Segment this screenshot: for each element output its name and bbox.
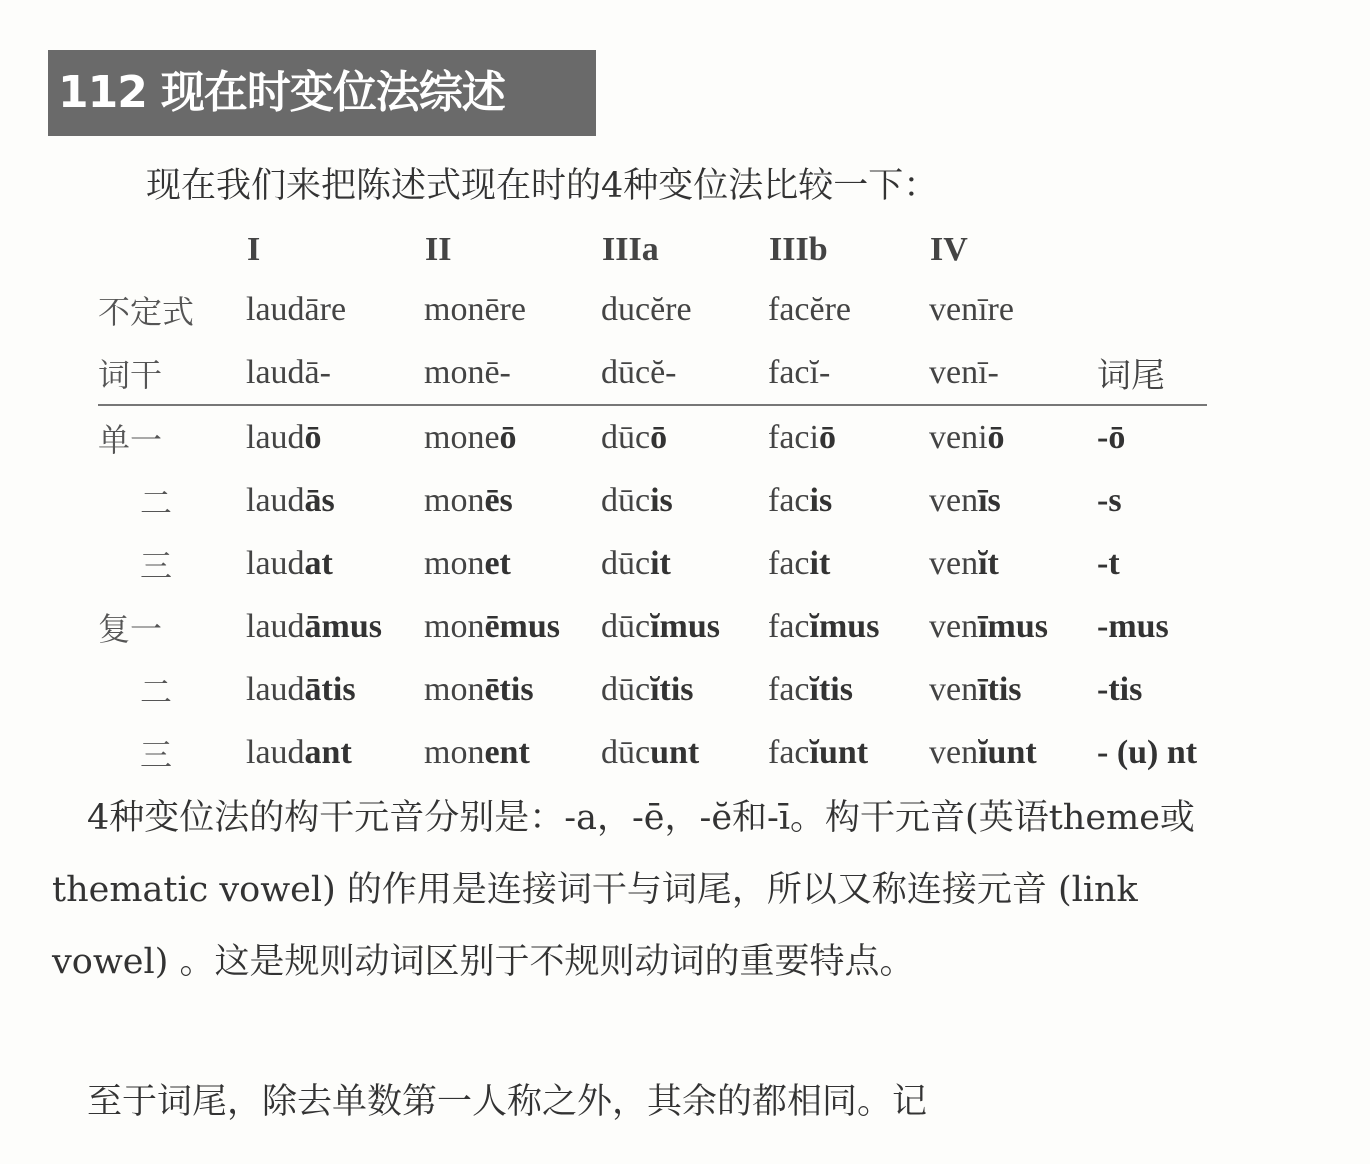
intro-text: 现在我们来把陈述式现在时的4种变位法比较一下： [146,166,939,206]
form-stem: laud [246,733,305,771]
form-cell [929,595,1097,658]
stem-cell: laudā- [246,341,424,405]
form-cell [601,532,768,595]
form-cell [929,532,1097,595]
form-stem: laud [246,544,305,582]
form-stem: laud [246,607,305,645]
form-cell [929,469,1097,532]
stem-cell: monē- [424,341,601,405]
form-ending: ent [484,733,530,771]
infinitive-cell: venīre [929,290,1014,328]
form-ending: ĭmus [650,607,721,645]
form-stem: mon [424,670,485,708]
ending-cell [1097,405,1207,469]
form-ending: āmus [304,607,383,645]
form-cell [929,721,1097,784]
form-cell [424,595,601,658]
form-ending: īmus [978,607,1049,645]
form-ending: at [304,544,333,582]
ending-text: -tis [1097,670,1143,708]
form-stem: laud [246,418,305,456]
ending-text: -ō [1097,418,1126,456]
form-ending: ō [987,418,1005,456]
header-row [98,222,1207,278]
table-row [98,721,1207,784]
infinitive-cell: monēre [424,290,526,328]
form-cell [601,595,768,658]
section-title: 现在时变位法综述 [160,67,505,118]
form-stem: ven [929,733,979,771]
form-ending: ĭtis [809,670,853,708]
ending-text: -t [1097,544,1120,582]
form-stem: dūc [601,544,651,582]
form-stem: dūc [601,733,651,771]
form-ending: ētis [484,670,534,708]
infinitive-row [98,278,1207,341]
form-cell [768,595,929,658]
stem-cell: dūcĕ- [601,341,768,405]
form-cell [246,405,424,469]
form-ending: is [809,481,833,519]
form-ending: ō [650,418,668,456]
table-row [98,658,1207,721]
form-cell [929,658,1097,721]
form-cell [601,658,768,721]
row-label: 三 [140,735,173,774]
form-cell [246,469,424,532]
form-cell [424,405,601,469]
form-ending: ĭmus [809,607,880,645]
row-label: 二 [140,672,173,711]
empty-cell [1097,222,1207,278]
paragraph: 至于词尾，除去单数第一人称之外，其余的都相同。记 [52,1082,928,1122]
form-stem: fac [768,544,810,582]
form-stem: fac [768,670,810,708]
form-cell [768,405,929,469]
column-header: I [247,231,261,268]
form-ending: ātis [304,670,356,708]
form-cell [929,405,1097,469]
form-cell [768,469,929,532]
form-cell [246,595,424,658]
corner-cell [98,222,246,278]
column-header: II [425,231,452,268]
empty-cell [1097,278,1207,341]
ending-text: -mus [1097,607,1169,645]
form-cell [424,721,601,784]
form-stem: veni [929,418,988,456]
form-ending: et [484,544,511,582]
form-ending: unt [650,733,700,771]
row-label: 复一 [98,609,163,648]
form-cell [601,469,768,532]
form-ending: ĭunt [978,733,1037,771]
paragraph: 4种变位法的构干元音分别是：-a，-ē，-ĕ和-ī。构干元音(英语theme或thematic vowel) 的作用是连接词干与词尾，所以又称连接元音 (link vowel) 。这是规则动词区别于不规则动词的重要特点。 [52,798,1195,982]
form-cell [246,532,424,595]
ending-text: - (u) nt [1097,733,1198,771]
form-stem: faci [768,418,819,456]
ending-cell [1097,532,1207,595]
ending-cell [1097,658,1207,721]
form-stem: dūc [601,607,651,645]
table-row [98,405,1207,469]
form-cell [424,469,601,532]
form-cell [601,405,768,469]
column-header: IIIa [602,231,659,268]
form-ending: ĭtis [650,670,694,708]
row-label: 词干 [98,341,246,405]
infinitive-cell: ducĕre [601,290,692,328]
form-cell [424,532,601,595]
form-ending: ant [304,733,352,771]
conjugation-table [98,222,1207,784]
row-label: 不定式 [98,292,195,331]
form-stem: mone [424,418,500,456]
row-label: 单一 [98,420,163,459]
infinitive-cell: laudāre [246,290,347,328]
table-row [98,532,1207,595]
form-stem: mon [424,733,485,771]
row-label: 三 [140,546,173,585]
form-stem: fac [768,481,810,519]
form-stem: laud [246,481,305,519]
form-cell [768,721,929,784]
form-ending: ĭt [978,544,999,582]
form-ending: ō [818,418,836,456]
form-stem: mon [424,544,485,582]
stem-row [98,341,1207,405]
form-cell [601,721,768,784]
form-ending: ītis [978,670,1022,708]
form-ending: ēmus [484,607,561,645]
section-number: 112 [58,67,147,118]
section-heading [48,50,596,136]
form-stem: laud [246,670,305,708]
stem-cell: facĭ- [768,341,929,405]
form-stem: ven [929,481,979,519]
table-row [98,469,1207,532]
form-cell [768,532,929,595]
ending-header: 词尾 [1097,341,1207,405]
form-stem: mon [424,481,485,519]
column-header: IIIb [769,231,828,268]
ending-text: -s [1097,481,1122,519]
table-row [98,595,1207,658]
form-stem: ven [929,544,979,582]
column-header: IV [930,231,968,268]
form-ending: īs [978,481,1001,519]
form-cell [246,721,424,784]
ending-cell [1097,595,1207,658]
form-ending: ō [304,418,322,456]
infinitive-cell: facĕre [768,290,852,328]
form-stem: dūc [601,481,651,519]
form-ending: ās [304,481,335,519]
row-label: 二 [140,483,173,522]
stem-cell: venī- [929,341,1097,405]
form-stem: fac [768,607,810,645]
form-cell [768,658,929,721]
form-ending: is [650,481,673,519]
form-stem: ven [929,670,979,708]
form-stem: dūc [601,418,651,456]
form-stem: mon [424,607,485,645]
form-ending: ēs [484,481,513,519]
form-stem: fac [768,733,810,771]
form-cell [246,658,424,721]
form-ending: it [650,544,671,582]
form-stem: dūc [601,670,651,708]
form-ending: ĭunt [809,733,869,771]
form-ending: it [809,544,831,582]
ending-cell [1097,469,1207,532]
form-ending: ō [499,418,517,456]
form-stem: ven [929,607,979,645]
ending-cell [1097,721,1207,784]
form-cell [424,658,601,721]
